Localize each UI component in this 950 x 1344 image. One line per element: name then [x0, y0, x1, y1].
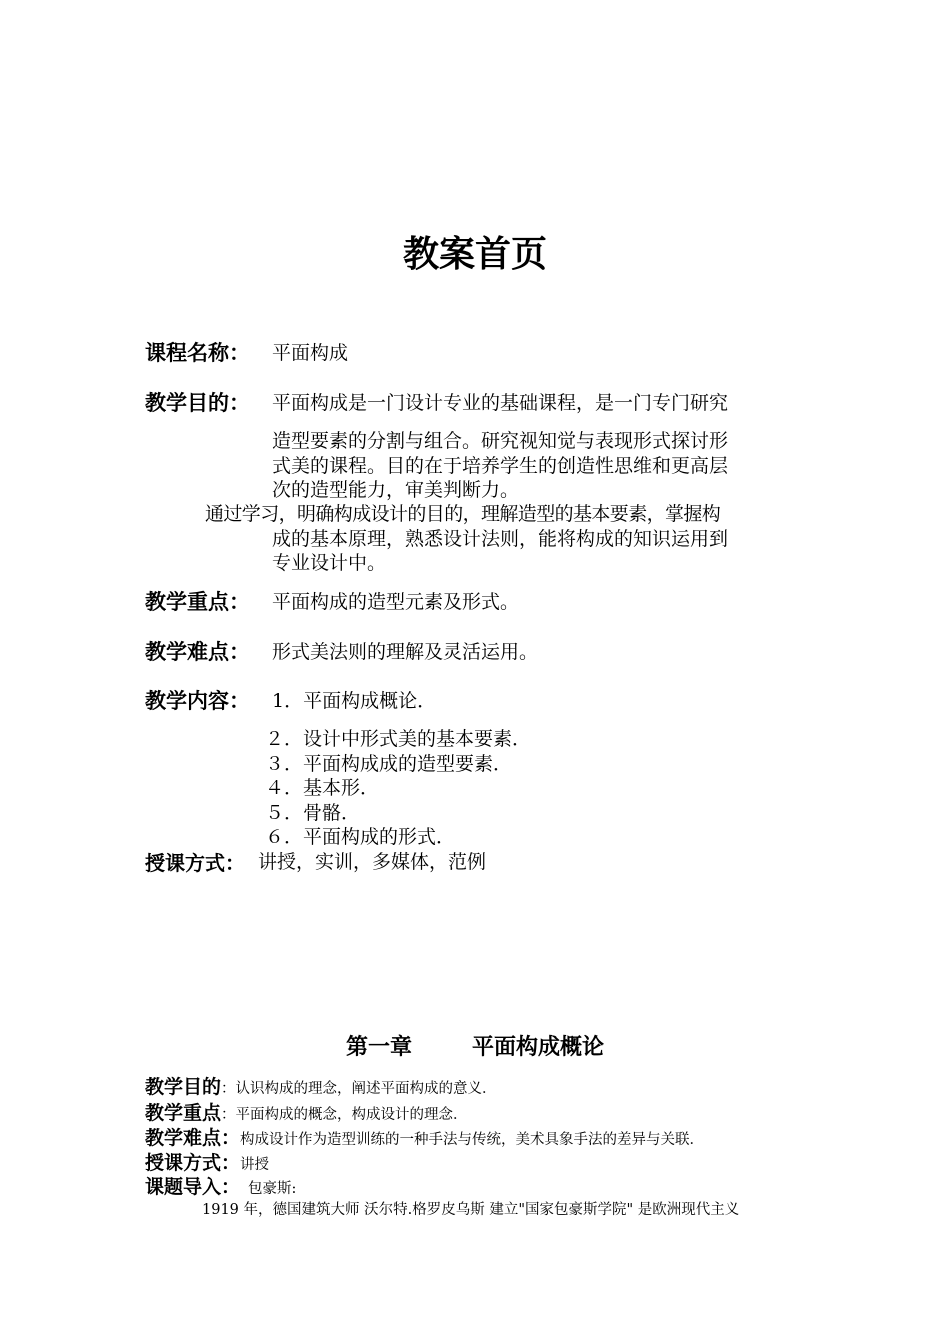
chapter-difficulties-label: 教学难点： [145, 1127, 241, 1149]
objective-line: 专业设计中。 [272, 552, 387, 574]
objective-line: 成的基本原理，熟悉设计法则，能将构成的知识运用到 [272, 528, 729, 550]
chapter-objective-label: 教学目的 [145, 1076, 222, 1098]
content-item: ２．设计中形式美的基本要素． [265, 728, 532, 750]
chapter-method-value: 讲授 [240, 1157, 270, 1173]
chapter-number: 第一章 [345, 1035, 412, 1060]
objective-line: 次的造型能力，审美判断力。 [272, 479, 520, 501]
page-title: 教案首页 [402, 234, 547, 275]
method-label: 授课方式： [145, 851, 245, 875]
chapter-difficulties [145, 1123, 704, 1150]
content-item: ５．骨骼． [265, 802, 361, 824]
chapter-objective-value: ：认识构成的理念，阐述平面构成的意义． [221, 1081, 497, 1097]
content-label: 教学内容： [145, 689, 250, 713]
chapter-heading [0, 1030, 950, 1061]
chapter-intro-label: 课题导入： [145, 1176, 241, 1198]
chapter-body-text: 1919 年，德国建筑大师 沃尔特.格罗皮乌斯 建立"国家包豪斯学院" 是欧洲现代主义 [202, 1202, 740, 1218]
chapter-key-points-label: 教学重点 [145, 1102, 222, 1124]
chapter-intro [145, 1172, 296, 1199]
objective-line: 式美的课程。目的在于培养学生的创造性思维和更高层 [272, 455, 729, 477]
difficulties-value: 形式美法则的理解及灵活运用。 [272, 641, 539, 663]
key-points-label: 教学重点： [145, 590, 250, 614]
content-item: 1．平面构成概论． [272, 690, 437, 712]
objective-label: 教学目的： [145, 391, 250, 415]
course-value: 平面构成 [272, 342, 349, 364]
chapter-difficulties-value: 构成设计作为造型训练的一种手法与传统，美术具象手法的差异与关联． [240, 1132, 705, 1148]
chapter-method [145, 1148, 269, 1175]
chapter-key-points [145, 1098, 468, 1125]
difficulties-label: 教学难点： [145, 640, 250, 664]
content-item: ３．平面构成成的造型要素． [265, 753, 513, 775]
chapter-objective [145, 1072, 497, 1099]
chapter-method-label: 授课方式： [145, 1152, 241, 1174]
method-value: 讲授，实训，多媒体，范例 [258, 851, 487, 873]
key-points-value: 平面构成的造型元素及形式。 [272, 591, 520, 613]
chapter-key-points-value: ：平面构成的概念，构成设计的理念． [221, 1107, 468, 1123]
objective-line: 通过学习，明确构成设计的目的，理解造型的基本要素，掌握构 [205, 503, 721, 525]
objective-line: 平面构成是一门设计专业的基础课程，是一门专门研究 [272, 392, 729, 414]
content-item: ６．平面构成的形式． [265, 826, 456, 848]
objective-line: 造型要素的分割与组合。研究视知觉与表现形式探讨形 [272, 430, 729, 452]
content-item: ４．基本形． [265, 777, 380, 799]
chapter-title: 平面构成概论 [472, 1035, 605, 1060]
chapter-intro-value: 包豪斯: [248, 1181, 297, 1197]
course-label: 课程名称： [145, 341, 250, 365]
